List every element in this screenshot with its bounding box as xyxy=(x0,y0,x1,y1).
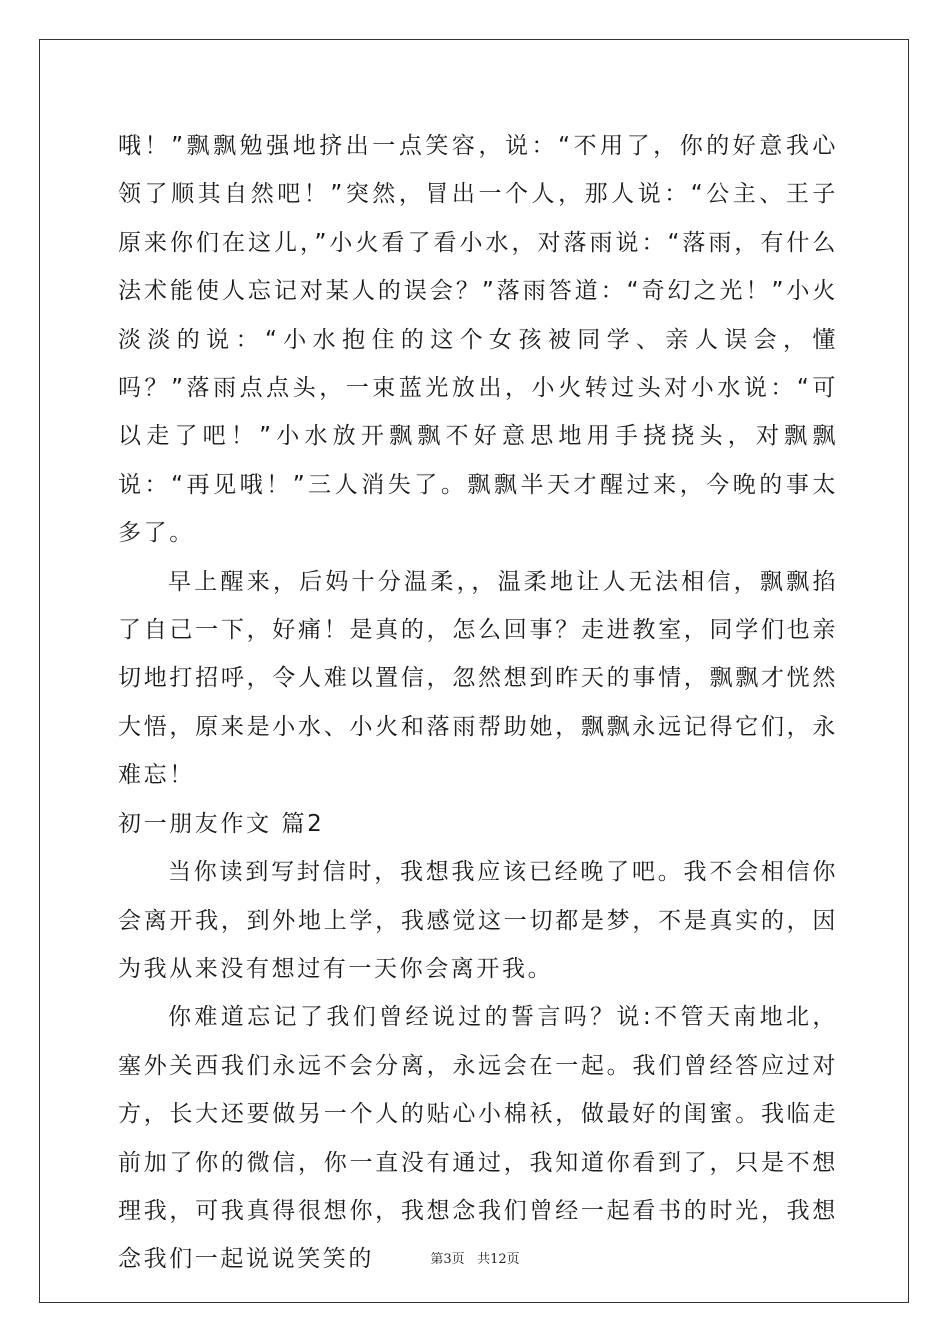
paragraph-4: 你难道忘记了我们曾经说过的誓言吗？说:不管天南地北，塞外关西我们永远不会分离，永远会在一起。我们曾经答应过对方，长大还要做另一个人的贴心小棉袄，做最好的闺蜜。我临走前加了你的微信，你一直没有通过，我知道你看到了，只是不想理我，可我真得很想你，我想念我们曾经一起看书的时光，我想念我们一起说说笑笑的 xyxy=(118,1004,838,1273)
page-number: 第3页 xyxy=(430,1252,465,1267)
paragraph-2: 早上醒来，后妈十分温柔，，温柔地让人无法相信，飘飘掐了自己一下，好痛！是真的，怎么回事？走进教室，同学们也亲切地打招呼，令人难以置信，忽然想到昨天的事情，飘飘才恍然大悟，原来是小水、小火和落雨帮助她，飘飘永远记得它们，永难忘！ xyxy=(118,568,838,789)
section-heading: 初一朋友作文 篇2 xyxy=(118,810,325,837)
paragraph-1: 哦！”飘飘勉强地挤出一点笑容，说：“不用了，你的好意我心领了顺其自然吧！”突然，冒出一个人，那人说：“公主、王子原来你们在这儿，”小火看了看小水，对落雨说：“落雨，有什么法术能使人忘记对某人的误会？”落雨答道：“奇幻之光！”小火淡淡的说：“小水抱住的这个女孩被同学、亲人误会，懂吗？”落雨点点头，一束蓝光放出，小火转过头对小水说：“可以走了吧！”小水放开飘飘不好意思地用手挠挠头，对飘飘说：“再见哦！”三人消失了。飘飘半天才醒过来，今晚的事太多了。 xyxy=(118,133,838,547)
paragraph-3: 当你读到写封信时，我想我应该已经晚了吧。我不会相信你会离开我，到外地上学，我感觉这一切都是梦，不是真实的，因为我从来没有想过有一天你会离开我。 xyxy=(118,859,838,982)
page-footer xyxy=(0,1248,950,1267)
page-total: 共12页 xyxy=(477,1252,520,1267)
document-body xyxy=(118,122,838,1284)
